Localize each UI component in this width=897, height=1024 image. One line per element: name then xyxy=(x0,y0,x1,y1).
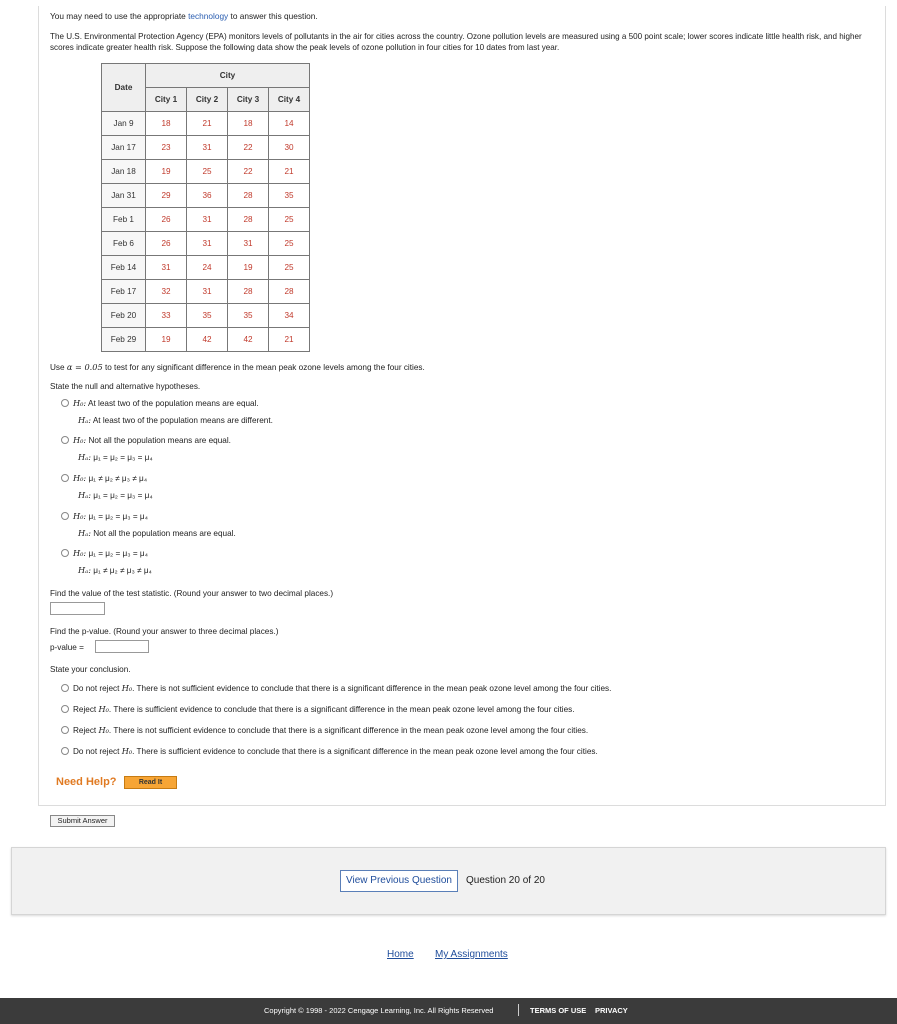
hypothesis-h0: H₀: μ₁ = μ₂ = μ₃ = μ₄ xyxy=(73,511,148,521)
row-date: Feb 14 xyxy=(102,256,146,280)
table-cell: 22 xyxy=(228,136,269,160)
table-cell: 14 xyxy=(269,112,310,136)
table-cell: 31 xyxy=(187,136,228,160)
test-statistic-prompt: Find the value of the test statistic. (Round your answer to two decimal places.) xyxy=(50,589,334,598)
test-statistic-input[interactable] xyxy=(50,602,105,615)
read-it-button[interactable]: Read It xyxy=(124,776,177,789)
privacy-link[interactable]: PRIVACY xyxy=(595,1006,628,1015)
hypotheses-prompt: State the null and alternative hypotheses. xyxy=(50,382,201,391)
table-cell: 28 xyxy=(269,280,310,304)
conclusion-option-text: Do not reject H₀. There is sufficient evidence to conclude that there is a significant difference in the mean peak ozone level among the four cities. xyxy=(73,746,598,756)
hypothesis-h0: H₀: At least two of the population means are equal. xyxy=(73,398,259,408)
table-cell: 34 xyxy=(269,304,310,328)
hypothesis-ha: Hₐ: μ₁ ≠ μ₂ ≠ μ₃ ≠ μ₄ xyxy=(78,565,152,575)
table-row xyxy=(102,256,310,280)
table-cell: 21 xyxy=(269,328,310,352)
table-cell: 33 xyxy=(146,304,187,328)
hypothesis-ha: Hₐ: Not all the population means are equal. xyxy=(78,528,236,538)
table-cell: 31 xyxy=(187,280,228,304)
hypothesis-option-radio[interactable] xyxy=(61,399,69,407)
ozone-data-table xyxy=(101,63,310,352)
home-link[interactable]: Home xyxy=(387,949,414,960)
table-cell: 25 xyxy=(187,160,228,184)
table-row xyxy=(102,232,310,256)
table-cell: 30 xyxy=(269,136,310,160)
table-cell: 25 xyxy=(269,256,310,280)
table-row xyxy=(102,112,310,136)
conclusion-option-radio[interactable] xyxy=(61,684,69,692)
table-cell: 42 xyxy=(187,328,228,352)
city-header: City xyxy=(146,64,310,88)
table-cell: 21 xyxy=(269,160,310,184)
problem-paragraph: The U.S. Environmental Protection Agency (EPA) monitors levels of pollutants in the air for cities across the country. Ozone pollution levels are measured using a 500 point scale; lower scores indicate little health risk, and higher scores indicate greater health risk. Suppose the following data show the peak levels of ozone pollution in four cities for 10 dates from last year. xyxy=(50,32,862,52)
row-date: Feb 29 xyxy=(102,328,146,352)
conclusion-option-radio[interactable] xyxy=(61,747,69,755)
table-cell: 24 xyxy=(187,256,228,280)
table-cell: 28 xyxy=(228,184,269,208)
table-cell: 35 xyxy=(228,304,269,328)
alpha-instruction: Use α = 0.05 to test for any significant difference in the mean peak ozone levels among the four cities. xyxy=(50,362,425,372)
row-date: Jan 31 xyxy=(102,184,146,208)
terms-of-use-link[interactable]: TERMS OF USE xyxy=(530,1006,587,1015)
column-header: City 1 xyxy=(146,88,187,112)
question-counter: Question 20 of 20 xyxy=(466,875,545,886)
footer-divider xyxy=(518,1004,519,1016)
hypothesis-h0: H₀: μ₁ ≠ μ₂ ≠ μ₃ ≠ μ₄ xyxy=(73,473,148,483)
table-cell: 18 xyxy=(146,112,187,136)
hypothesis-ha: Hₐ: μ₁ = μ₂ = μ₃ = μ₄ xyxy=(78,452,153,462)
table-cell: 22 xyxy=(228,160,269,184)
table-cell: 29 xyxy=(146,184,187,208)
table-cell: 28 xyxy=(228,280,269,304)
submit-answer-button[interactable]: Submit Answer xyxy=(50,815,115,827)
hypothesis-ha: Hₐ: μ₁ = μ₂ = μ₃ = μ₄ xyxy=(78,490,153,500)
hypothesis-option-radio[interactable] xyxy=(61,549,69,557)
conclusion-option-radio[interactable] xyxy=(61,726,69,734)
technology-link[interactable]: technology xyxy=(188,11,229,21)
table-cell: 21 xyxy=(187,112,228,136)
table-cell: 19 xyxy=(146,160,187,184)
hypothesis-option-radio[interactable] xyxy=(61,474,69,482)
row-date: Feb 20 xyxy=(102,304,146,328)
table-cell: 19 xyxy=(228,256,269,280)
row-date: Feb 6 xyxy=(102,232,146,256)
table-cell: 18 xyxy=(228,112,269,136)
table-row xyxy=(102,304,310,328)
pvalue-input[interactable] xyxy=(95,640,149,653)
table-cell: 26 xyxy=(146,232,187,256)
row-date: Feb 1 xyxy=(102,208,146,232)
pvalue-label: p-value = xyxy=(50,643,84,652)
row-date: Feb 17 xyxy=(102,280,146,304)
table-row xyxy=(102,184,310,208)
table-cell: 25 xyxy=(269,232,310,256)
hypothesis-h0: H₀: μ₁ = μ₂ = μ₃ = μ₄ xyxy=(73,548,148,558)
table-cell: 31 xyxy=(228,232,269,256)
column-header: City 2 xyxy=(187,88,228,112)
table-cell: 19 xyxy=(146,328,187,352)
column-header: City 3 xyxy=(228,88,269,112)
conclusion-option-text: Reject H₀. There is not sufficient evidence to conclude that there is a significant difference in the mean peak ozone level among the four cities. xyxy=(73,725,589,735)
row-date: Jan 17 xyxy=(102,136,146,160)
column-header: City 4 xyxy=(269,88,310,112)
table-cell: 31 xyxy=(187,208,228,232)
date-header: Date xyxy=(102,64,146,112)
table-cell: 31 xyxy=(187,232,228,256)
technology-note: You may need to use the appropriate technology to answer this question. xyxy=(50,11,318,21)
view-previous-question-button[interactable]: View Previous Question xyxy=(340,870,458,892)
need-help-label: Need Help? xyxy=(56,776,117,788)
table-row xyxy=(102,280,310,304)
hypothesis-ha: Hₐ: At least two of the population means are different. xyxy=(78,415,273,425)
conclusion-option-text: Reject H₀. There is sufficient evidence to conclude that there is a significant difference in the mean peak ozone level among the four cities. xyxy=(73,704,575,714)
copyright-text: Copyright © 1998 - 2022 Cengage Learning, Inc. All Rights Reserved xyxy=(264,1006,494,1015)
table-cell: 32 xyxy=(146,280,187,304)
table-cell: 35 xyxy=(269,184,310,208)
table-cell: 31 xyxy=(146,256,187,280)
table-row xyxy=(102,328,310,352)
table-cell: 28 xyxy=(228,208,269,232)
my-assignments-link[interactable]: My Assignments xyxy=(435,949,508,960)
conclusion-option-text: Do not reject H₀. There is not sufficient evidence to conclude that there is a significant difference in the mean peak ozone level among the four cities. xyxy=(73,683,612,693)
hypothesis-option-radio[interactable] xyxy=(61,436,69,444)
conclusion-prompt: State your conclusion. xyxy=(50,665,131,674)
row-date: Jan 9 xyxy=(102,112,146,136)
pvalue-prompt: Find the p-value. (Round your answer to three decimal places.) xyxy=(50,627,279,636)
table-cell: 36 xyxy=(187,184,228,208)
table-cell: 25 xyxy=(269,208,310,232)
hypothesis-option-radio[interactable] xyxy=(61,512,69,520)
table-row xyxy=(102,136,310,160)
table-cell: 42 xyxy=(228,328,269,352)
table-row xyxy=(102,160,310,184)
conclusion-option-radio[interactable] xyxy=(61,705,69,713)
table-row xyxy=(102,208,310,232)
row-date: Jan 18 xyxy=(102,160,146,184)
hypothesis-h0: H₀: Not all the population means are equal. xyxy=(73,435,231,445)
table-cell: 35 xyxy=(187,304,228,328)
table-cell: 26 xyxy=(146,208,187,232)
table-cell: 23 xyxy=(146,136,187,160)
